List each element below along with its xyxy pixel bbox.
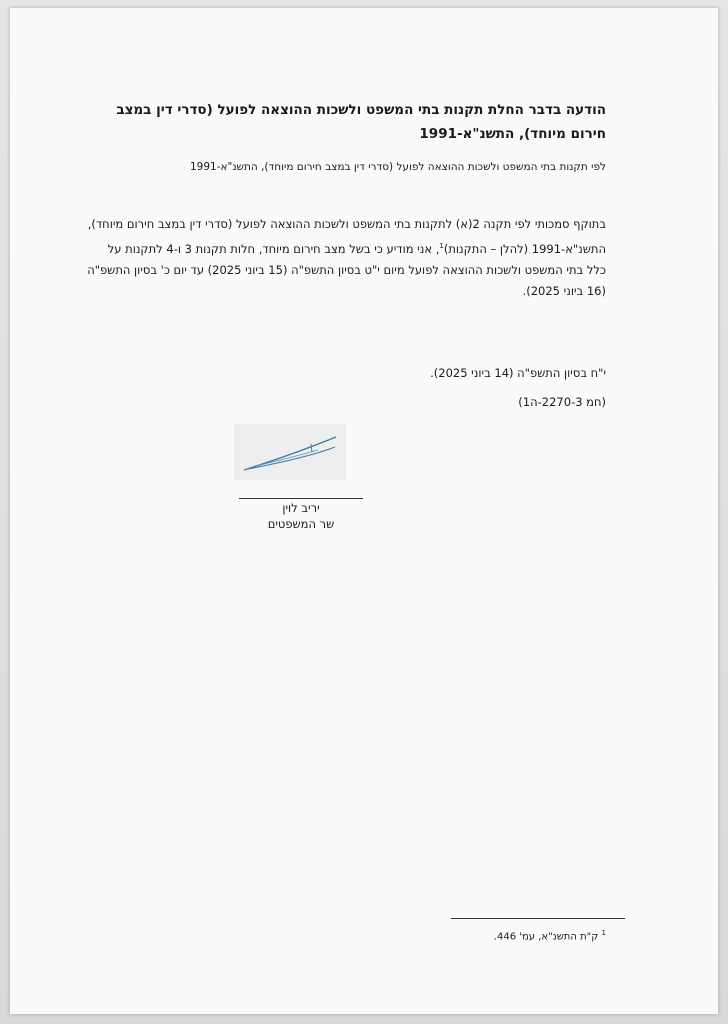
- body-paragraph: [86, 214, 606, 303]
- reference-number: (חמ 2270-3-ה1): [518, 395, 606, 409]
- document-subtitle: לפי תקנות בתי המשפט ולשכות ההוצאה לפועל (סדרי דין במצב חירום מיוחד), התשנ"א-1991: [189, 161, 606, 173]
- footnote-text: ק"ת התשנ"א, עמ' 446.: [493, 931, 599, 943]
- body-text-part2: , אני מודיע כי בשל מצב חירום מיוחד, חלות תקנות 3 ו-4 לתקנות על כלל בתי המשפט ולשכות ההוצאה לפועל מיום י"ט בסיון התשפ"ה (15 ביוני 2025) עד יום כ' בסיון התשפ"ה (16 ביוני 2025).: [87, 241, 606, 299]
- footnote: [306, 929, 606, 942]
- signer-title: שר המשפטים: [267, 517, 335, 531]
- footnote-mark: 1: [601, 929, 606, 937]
- body-text-part1: בתוקף סמכותי לפי תקנה 2(א) לתקנות בתי המשפט ולשכות ההוצאה לפועל (סדרי דין במצב חירום מיוחד), התשנ"א-1991 (להלן – התקנות): [87, 217, 606, 256]
- signer-name: יריב לוין: [282, 501, 320, 515]
- document-page: [10, 8, 718, 1014]
- document-title: [86, 98, 606, 146]
- signature-stroke-icon: [234, 424, 346, 480]
- signing-date: י"ח בסיון התשפ"ה (14 ביוני 2025).: [430, 366, 606, 380]
- handwritten-signature: [234, 424, 346, 480]
- signature-line: [239, 498, 363, 499]
- title-line-2: חירום מיוחד), התשנ"א-1991: [419, 126, 606, 142]
- title-line-1: הודעה בדבר החלת תקנות בתי המשפט ולשכות ההוצאה לפועל (סדרי דין במצב: [116, 102, 606, 118]
- footnote-divider: [451, 918, 625, 919]
- footnote-reference: 1: [439, 241, 444, 250]
